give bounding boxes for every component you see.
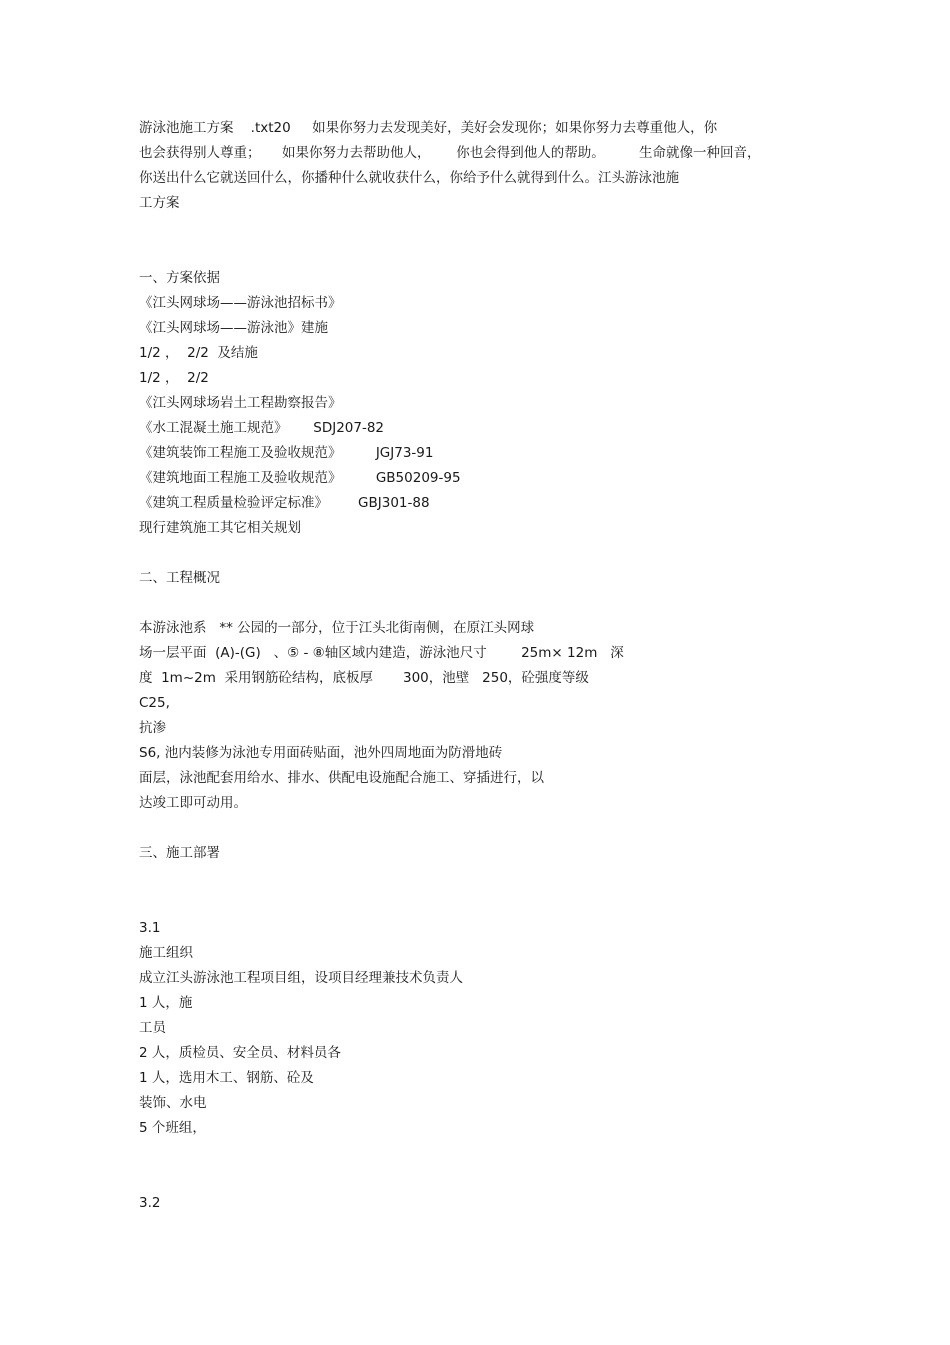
organization-line: 5 个班组，	[139, 1120, 206, 1136]
overview-line: C25,	[139, 695, 170, 711]
section-heading: 三、施工部署	[139, 845, 220, 861]
reference-item: 《建筑地面工程施工及验收规范》 GB50209-95	[139, 470, 461, 486]
reference-item: 《江头网球场——游泳池招标书》	[139, 295, 342, 311]
reference-item: 《水工混凝土施工规范》 SDJ207-82	[139, 420, 385, 436]
overview-line: 度 1m~2m 采用钢筋砼结构，底板厚 300，池壁 250，砼强度等级	[139, 670, 589, 686]
overview-line: S6, 池内装修为泳池专用面砖贴面，池外四周地面为防滑地砖	[139, 745, 503, 761]
intro-line: 游泳池施工方案 .txt20 如果你努力去发现美好，美好会发现你；如果你努力去尊重他人，你	[139, 120, 718, 136]
section-heading: 一、方案依据	[139, 270, 220, 286]
overview-line: 达竣工即可动用。	[139, 795, 247, 811]
reference-item: 《江头网球场岩土工程勘察报告》	[139, 395, 342, 411]
intro-line: 也会获得别人尊重； 如果你努力去帮助他人， 你也会得到他人的帮助。 生命就像一种回音，	[139, 145, 761, 161]
subsection-number: 3.2	[139, 1195, 161, 1211]
overview-line: 面层，泳池配套用给水、排水、供配电设施配合施工、穿插进行，以	[139, 770, 544, 786]
overview-line: 本游泳池系 ** 公园的一部分，位于江头北街南侧，在原江头网球	[139, 620, 535, 636]
overview-line: 抗渗	[139, 720, 166, 736]
organization-line: 施工组织	[139, 945, 193, 961]
reference-item: 《建筑装饰工程施工及验收规范》 JGJ73-91	[139, 445, 434, 461]
reference-item: 《江头网球场——游泳池》建施	[139, 320, 328, 336]
overview-line: 场一层平面 (A)-(G) 、⑤ - ⑧轴区域内建造，游泳池尺寸 25m× 12m 深	[139, 645, 624, 661]
reference-item: 1/2 ， 2/2 及结施	[139, 345, 258, 361]
intro-line: 你送出什么它就送回什么，你播种什么就收获什么，你给予什么就得到什么。江头游泳池施	[139, 170, 679, 186]
intro-line: 工方案	[139, 195, 180, 211]
organization-line: 工员	[139, 1020, 166, 1036]
section-heading: 二、工程概况	[139, 570, 220, 586]
organization-line: 成立江头游泳池工程项目组，设项目经理兼技术负责人	[139, 970, 463, 986]
organization-line: 装饰、水电	[139, 1095, 207, 1111]
organization-line: 1 人，施	[139, 995, 193, 1011]
organization-line: 1 人，选用木工、钢筋、砼及	[139, 1070, 314, 1086]
reference-item: 现行建筑施工其它相关规划	[139, 520, 301, 536]
reference-item: 1/2 ， 2/2	[139, 370, 209, 386]
reference-item: 《建筑工程质量检验评定标准》 GBJ301-88	[139, 495, 430, 511]
organization-line: 2 人，质检员、安全员、材料员各	[139, 1045, 341, 1061]
subsection-number: 3.1	[139, 920, 161, 936]
